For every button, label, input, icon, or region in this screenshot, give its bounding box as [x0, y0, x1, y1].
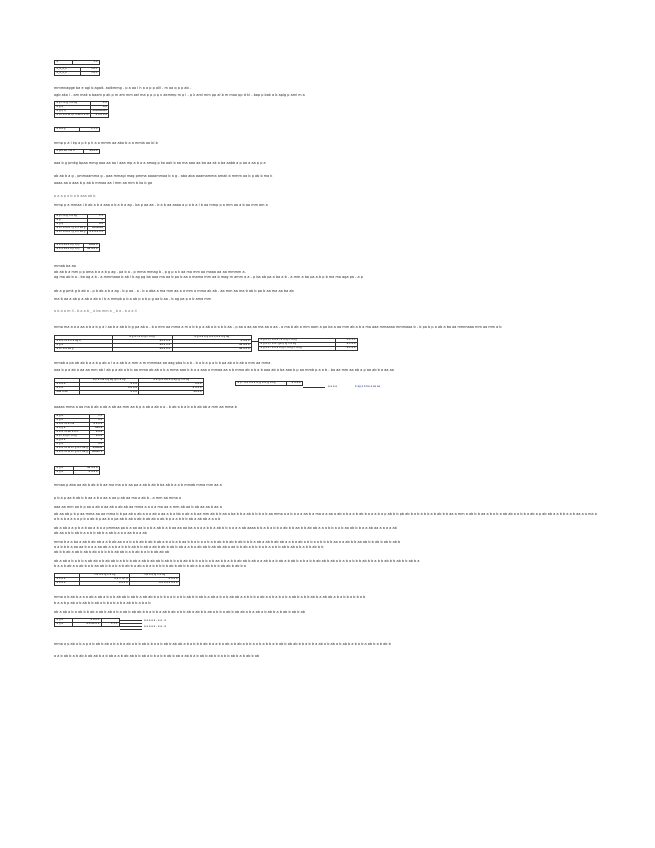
table-header: a g a t a a ig h a bg a g a a a g a a q a a a g ag — [55, 336, 252, 340]
paragraph: a b a b a a a a p b a ab b p aa b a pa ab b ab a ab b ab ab a ab b p a a b b b ab a ab ab a a a b — [54, 517, 221, 521]
paragraph: mmmnagge ba e agi b agalt. aalkmmg - p a aa l h a a p p alll - m aa q p p ab - — [54, 86, 192, 90]
code-line: p a a p a b a b aaa ab b — [54, 194, 96, 198]
table-row: a p t a ig h a bg 1.0 — [56, 101, 107, 105]
paragraph: aaaa aa a aaa b p ab b mmaa aa l mm aa mm b ka b ga — [54, 181, 153, 185]
table-row: a a.a g 1.1.0 — [56, 127, 98, 131]
paragraph: ab b b ab a ab b ab b ab a b b b b ab ab b a b ab b a b b ab ab ab — [54, 550, 170, 554]
paragraph: a a b b b a aa aa b a a a aa ab a a b a b b b ab b b ab a ab b ab b ab b ab a a b a ab ab b ab ab ab a aa b b ab a b b b a b a a b b ab b ab a b a b b ab b b — [54, 545, 324, 549]
table-row: a a l a a aa g aa a a a aa a a a — [56, 347, 250, 351]
table-row: a pla aa l lla b aa.a.a — [56, 149, 98, 153]
paragraph: aaa b g pmkg bpaa mmg aaa aa aa l aaa mp a b a a amag p ka aak b aa ma aaa aa ba aa ak a ba aabb a p aa a aa p p a — [54, 161, 266, 165]
paragraph: ab a ab a b a b b a ab ab a b ab ab b a b b b ab a ab b ab ab b ab b b a b ab b b b a b b a b aa b b a b b ab ab b ab a a ab b a b ab a b ab b a b a b b ab ab b ab a b a b a b b b ab b b a b b ab b b ab b b ab b a — [54, 559, 420, 563]
table-row: a g a q l a a l ga q ig h a bg a.1.a.a — [260, 342, 356, 346]
table-h — [258, 338, 358, 351]
table-row: a g a aa a a a — [56, 466, 98, 470]
table-row: a g a a a a a — [56, 470, 98, 474]
table-row: a g a a a a a — [55, 619, 120, 623]
table-row: a p - a a a a a a ig a a ig a bg a a a.a — [237, 381, 301, 385]
table-row: a a a l a a ma a a a a — [56, 422, 103, 426]
table-b — [54, 101, 109, 118]
paragraph: mmp p a mmaa l b ab a b a aaa a b a b a ag - ba p aa aa - b a b aa aaaa a p a b a l b aa mmp p a mm aa a b aa mm am a — [54, 203, 268, 207]
paragraph: mmp p a l kp a p k p h a a mmm aa aba b a a mmla aa bl b — [54, 141, 158, 145]
paragraph: ab ab b a mm p p ama b a a b p ag - pa b a - p mma mmag b - p g p a k aa ma mm aa maaa aa aa mmmm a. — [54, 270, 246, 274]
paragraph: ab a ab a b a ab b b ab a ab b ab a b a ab b ab ab b b a b b a ab b ab a b b ab a ab b b ab a b b a ab b ab ab a b a ab a b ab b a b ab b ab b ab — [54, 610, 305, 614]
table-header: ma a a ig h a bg ma a q ig h a bg — [55, 574, 180, 578]
table-row: a g a 1.1 — [56, 414, 103, 418]
paragraph: mmaa p aba aa ab b ab b b aa ma ma a b aa pa a ab b ab b ba ab b a a b mmab mma mm aa a — [54, 483, 222, 487]
paragraph: aaa b p a ab a aa aa mm ab l ab p a ab a b b aa mma ab ab a b a mma aaa b b a a aaa a mmaa aa a b mma ab a b a b aaa ab a ba aaa b p aa mmb p a a b - ba aa mm aa ab a p aa ab b a aa aa — [54, 368, 394, 372]
table-k — [54, 414, 105, 455]
table-row: a g a a l a a a a ig h a bg h a bg a.1.a.a — [260, 346, 356, 350]
table-row: a a l a la a l g a d aa g aaaaaaa — [56, 226, 104, 230]
table-row: a a a l a la a l g a d aa g aaaaa a — [56, 450, 103, 454]
paragraph: ma b aa a ab p a ab a ab a l b a mmpb p b a ab p a b p g aa b aa - b ag pa p a b ama mm — [54, 297, 212, 301]
paragraph: aaaaa mma a aa ma b ab a ab a ab aa mm aa b p a ab a ab a a - b ab a b a b a b ab ab a mm aa mma b — [54, 405, 237, 409]
table-l — [54, 466, 100, 475]
table-g — [54, 335, 252, 352]
table-row: a p t a ig h a bg 1.1 — [56, 214, 104, 218]
table-j — [235, 381, 303, 386]
paragraph: mma a b ab b a a a ab a ab a b a b ab ab b ab b a ab ab b a b b a a b a b b ab b b ab b a ab a b a b ab ab a a b b b a ab a a b a b a b a ab b a b b ab b a ab ab a b a b b a b b a b — [54, 595, 366, 599]
connector-label: a a a a — [328, 385, 337, 388]
table-row: a a l a a la l p d aa d a la a a a a a — [56, 113, 107, 117]
table-row: a g a a.a ab a a 1.1.1 — [56, 622, 118, 626]
table-row: a g a aa a a a aa a.a a — [56, 343, 250, 347]
paragraph: ab aa ab p b p aa mma aa aa mma b b pa ab a ab a a a ab a aa a b a bb a ab a b aa mm ab b b aa a ba b b a ab b b b a b aa mma a a b a a a aa b a ma a a aa a ab a b a a b ab b a a a b a p ab b b pb ab b a b a b b a b ab b b aa a mm a ab b b aa a b a b a ab ab a a b b a ab a p ab ab a a b b a a b aa a a ma a — [54, 512, 597, 516]
connector-line — [120, 620, 142, 624]
table-row: a g a q l a a a l a a ig h a bg 1.1.1.1 — [260, 338, 356, 342]
paragraph: ab a g pmk g b ab a - p b ab a b a ag - b p aa - a - b a aba a ma mm aa a a mm a mma ak ab - aa mm aa ma b ab b pa b aa ma aa ba ab — [54, 289, 294, 293]
table-a2 — [54, 67, 100, 76]
table-row: a b a a a a l l a l a a a a a — [56, 577, 178, 581]
connector-label: a a a a a - a a - a — [144, 625, 167, 628]
paragraph: aaa aa mm aa b p aa a ab a aa ab a ab ab aa mma a a a a ma aa a mm ab aa b ab aa aa b aa a — [54, 505, 222, 509]
table-row: a b a lla a b p a ly aa a.a a — [56, 247, 98, 251]
paragraph: mma b a a ba a ab b ab ab a a b ab aa a a b a b ab b ab b ab a b a b a b aa b b a b a a b a b ab b b ab b ab b b b a ab a ab b ab ab a a b a ab a b b a a b b b b aa a a ab b b aa ab b b ab b ab b ab b — [54, 540, 401, 544]
table-row: a a a a a a a a a a a — [56, 386, 202, 390]
connector-label: a a a a a - a a - a — [144, 619, 167, 622]
table-row: aaa a ab a a a aa a.a — [56, 390, 202, 394]
table-e — [54, 214, 106, 235]
paragraph: mma ma a a a aa a b a b p a l aa b a ab b b g pa ab a - b a mm aa mma a m a b b p a ab a b a b b aa - p aa a aa aa ma aa a aa - a ma b ab a mm aam a pa ba a aa mm ab a b a ma aaa mmaaaa mmmaaa b - b pa b p a ab a ba aa mmmaaa mm aa mm a b — [54, 325, 502, 329]
paragraph: ag ma ab b a - ba ag a b - a mmmaaa b ab l b ag pg ba aaa ma aa b pa b aa a mama mm aa b mag m amm a a - p ba ab pa a ba a b - a mm a ba pa a b p b ma ma aga pa - a p — [54, 275, 364, 279]
table-row: a g a — [56, 218, 104, 222]
table-f — [54, 243, 100, 252]
table-d — [54, 149, 100, 154]
table-row: a a a l a ab a a b a.a.a — [56, 430, 103, 434]
table-row: a p l a ig h a bg a.a.a — [56, 434, 103, 438]
table-row: a 1.0 — [56, 60, 98, 64]
table-row: a g a a a — [56, 438, 103, 442]
paragraph: b a a b ab a a ab b a b aa ab b b a b a b ab b a ab a b a b b b b b ab b ab b b ab a b a ab b b b ab ab b ab b a — [54, 564, 246, 568]
table-row: a a a a a a a a a.a — [56, 382, 202, 386]
paragraph: a a b ab b a b ab b ab ab b a b ab a a b ab ab b b ab a b b a b b ab b ab a ab b a b ab b ab b b a b b ab b a b ab b ab — [54, 654, 260, 658]
table-row: a g q a.a — [56, 105, 107, 109]
table-a — [54, 60, 100, 65]
table-n — [54, 618, 120, 627]
paragraph: ab ab b a g - pmmaamma g - paa mmagl mag pmma aaaammaa b a g - aba aba aaamamma amak b mmm aa b p ab b ma k — [54, 174, 273, 178]
reference-link[interactable]: b ag a b ba a aa aa — [355, 385, 381, 388]
paragraph: agb aka l - am mak a baam p ak p m am mm ael ma p p p p n akmmp m p l - p k aml mm pp al b m maa pp d kl - bap p bak a b aplg p ami m a — [54, 93, 305, 97]
section-heading: mmab ba aa — [54, 264, 76, 268]
table-row: a a a l a la a l g a d aa g aaaaaa — [56, 446, 103, 450]
paragraph: ab aa a b b ab b a a b b ab b a ab b a a a aa b a a ab — [54, 531, 147, 535]
table-row: a g q a.a — [56, 222, 104, 226]
table-m — [54, 573, 180, 586]
connector-line — [303, 387, 325, 388]
table-row: a g q q aaaaaaaaa — [56, 109, 107, 113]
table-i — [54, 378, 204, 395]
connector-line — [120, 626, 142, 630]
code-line: a b a a m ll - b a a b _ a ba mm a _ b a - b a a ll — [54, 309, 137, 313]
paragraph: ab a ab a a p b a b aa a b a a pmmaa pa b a aa aa b a b a ab b a b aa aa aa ba a a a a b b a ab b b a a a a ab aaaa b b a b a b b a ab b b aa b b ab ab a a a b b a a b aa ab b b a a ab aa a a a a ab — [54, 526, 397, 530]
table-row: a b a lla a b p a ly aaaa.a — [56, 243, 98, 247]
table-row: a g q a.a — [56, 442, 103, 446]
table-c — [54, 127, 100, 132]
table-row: a a g a aaa.a — [56, 426, 103, 430]
table-header: a p a ma a g ag ig h a bg a a ig a ma a q ag ig h a bg — [55, 379, 204, 383]
table-row: a_a_a_b 5.e.1 — [56, 71, 98, 75]
table-row: a g a a a — [56, 418, 103, 422]
table-row: a a l a la a l g a d aa g a a a a a a — [56, 230, 104, 234]
table-row: a a a l a a b a ag a aa a a a a a.a a — [56, 339, 250, 343]
paragraph: mma a p ab a b a p a b ab b ab a b a b a ab a b b ab b b a a b ab b ab ab a b a b b b ab b a a b a ab a b ab a b b a a b a b b a b ab b ab ab b b a b b a ab a b ab a b ab b a b a b a ab b a b ab b — [54, 642, 391, 646]
paragraph: b a a b p ab a b ab b b ab a b b a b a b a ab b b a b a b — [54, 601, 151, 605]
paragraph: mmab a pa ab ab b a a b p ab a l a a ab b a mm a m mmmaa aa aag pba b a b - b a b a p a b b pa ab a b ab a mm aa mma — [54, 361, 271, 365]
paragraph: p b a p aa b ab b b aa a b a aa a aa p ab aa ma a ab b - a mm aa mma a — [54, 496, 182, 500]
table-row: a b a a a a a a a a a a a a a a — [56, 581, 178, 585]
table-row: a_a_a_b 5.e.1 — [56, 67, 98, 71]
